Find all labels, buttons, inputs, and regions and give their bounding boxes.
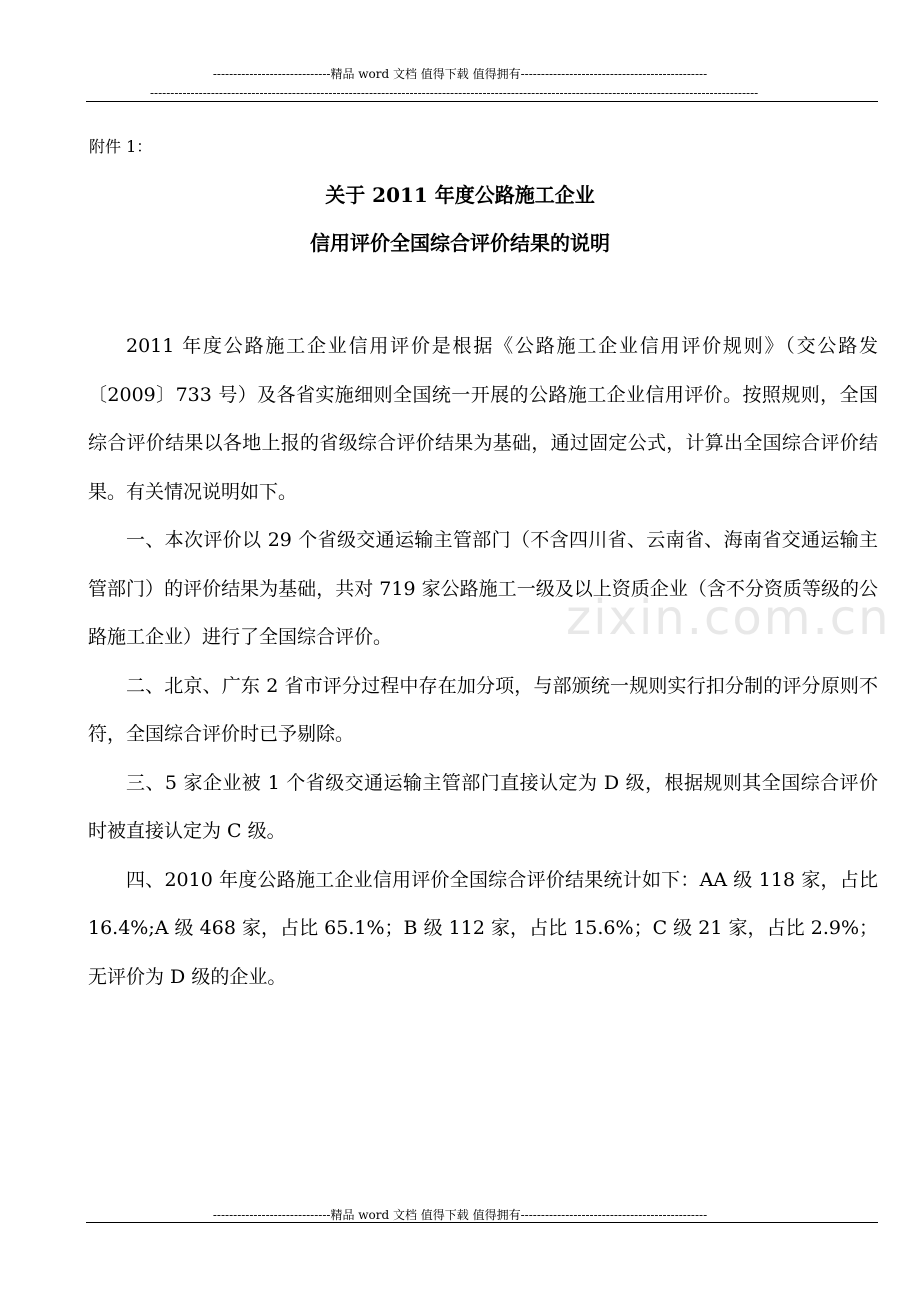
body-paragraph-3: 三、5 家企业被 1 个省级交通运输主管部门直接认定为 D 级，根据规则其全国综合评价时被直接认定为 C 级。 xyxy=(88,771,878,842)
page-header-text: -----------------------------精品 word 文档 值得下载 值得拥有---------------------------------------------- xyxy=(212,67,708,81)
body-paragraph-intro: 2011 年度公路施工企业信用评价是根据《公路施工企业信用评价规则》（交公路发〔2009〕733 号）及各省实施细则全国统一开展的公路施工企业信用评价。按照规则，全国综合评价结果以各地上报的省级综合评价结果为基础，通过固定公式，计算出全国综合评价结果。有关情况说明如下。 xyxy=(88,335,878,503)
page-footer-text: -----------------------------精品 word 文档 值得下载 值得拥有---------------------------------------------- xyxy=(212,1208,708,1222)
body-paragraph-4: 四、2010 年度公路施工企业信用评价全国综合评价结果统计如下：AA 级 118 家，占比 16.4%;A 级 468 家，占比 65.1%；B 级 112 家，占比 15.6%；C 级 21 家，占比 2.9%；无评价为 D 级的企业。 xyxy=(88,868,878,988)
footer-rule xyxy=(86,1222,878,1223)
header-rule xyxy=(86,101,878,102)
page-header-dash-line: ------------------------------------------------------------------------------------------------------------------------------------------------------ xyxy=(150,86,759,100)
document-body xyxy=(88,322,878,1001)
watermark: zixin.com.cn xyxy=(566,590,891,646)
document-title-line2: 信用评价全国综合评价结果的说明 xyxy=(310,231,610,255)
document-title-line1: 关于 2011 年度公路施工企业 xyxy=(325,183,595,207)
body-paragraph-2: 二、北京、广东 2 省市评分过程中存在加分项，与部颁统一规则实行扣分制的评分原则不符，全国综合评价时已予剔除。 xyxy=(88,674,878,745)
attachment-label: 附件 1： xyxy=(89,137,153,156)
body-paragraph-1: 一、本次评价以 29 个省级交通运输主管部门（不含四川省、云南省、海南省交通运输主管部门）的评价结果为基础，共对 719 家公路施工一级及以上资质企业（含不分资质等级的公路施工企业）进行了全国综合评价。 xyxy=(88,529,878,648)
